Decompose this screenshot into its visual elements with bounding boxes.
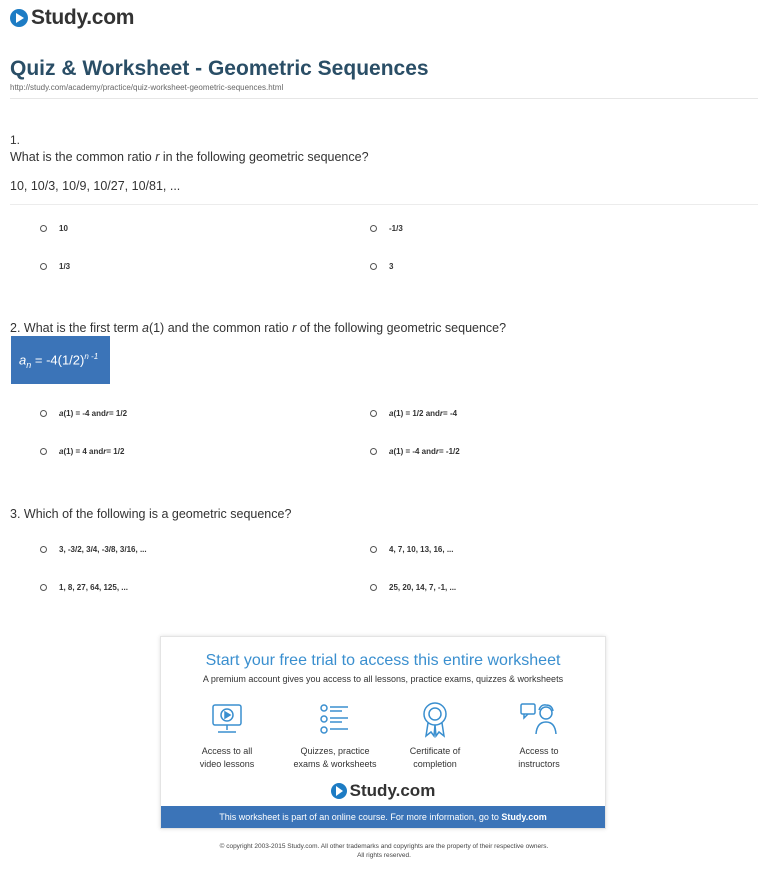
header-divider <box>10 98 758 99</box>
page-title: Quiz & Worksheet - Geometric Sequences <box>10 57 429 80</box>
page-url[interactable]: http://study.com/academy/practice/quiz-worksheet-geometric-sequences.html <box>10 83 284 92</box>
feature-label: Access to instructors <box>518 746 560 769</box>
free-trial-promo[interactable] <box>160 636 606 829</box>
q3-answer-b[interactable]: 4, 7, 10, 13, 16, ... <box>370 545 454 554</box>
feature-label: Access to all video lessons <box>199 746 255 769</box>
radio-button[interactable] <box>40 263 47 270</box>
radio-button[interactable] <box>40 546 47 553</box>
question-2-formula: $a_n = -4(1/2)^{n -1}$ <box>11 336 110 384</box>
radio-button[interactable] <box>40 225 47 232</box>
radio-button[interactable] <box>370 225 377 232</box>
question-1-divider <box>10 204 758 205</box>
q2-answer-d[interactable]: a (1) = -4 and r = -1/2 <box>370 447 460 456</box>
study-logo[interactable] <box>10 6 134 30</box>
question-1-sequence: 10, 10/3, 10/9, 10/27, 10/81, ... <box>10 179 181 193</box>
play-logo-icon <box>10 9 28 27</box>
q3-answer-d[interactable]: 25, 20, 14, 7, -1, ... <box>370 583 456 592</box>
feature-certificate <box>385 699 485 771</box>
promo-footer[interactable]: This worksheet is part of an online course. For more information, go to Study.com <box>161 806 605 828</box>
promo-title[interactable]: Start your free trial to access this entire worksheet <box>205 652 561 669</box>
radio-button[interactable] <box>40 410 47 417</box>
feature-video-lessons <box>177 699 277 771</box>
radio-button[interactable] <box>40 448 47 455</box>
radio-button[interactable] <box>370 410 377 417</box>
q2-answer-b[interactable]: a (1) = 1/2 and r = -4 <box>370 409 457 418</box>
question-1-text: What is the common ratio r in the following geometric sequence? <box>10 150 369 164</box>
play-logo-icon <box>331 783 347 799</box>
question-3-text: 3. Which of the following is a geometric sequence? <box>10 507 292 521</box>
q3-answer-a[interactable]: 3, -3/2, 3/4, -3/8, 3/16, ... <box>40 545 147 554</box>
study-link[interactable]: Study.com <box>501 812 547 822</box>
certificate-icon <box>418 700 452 738</box>
radio-button[interactable] <box>370 546 377 553</box>
q2-answer-c[interactable]: a (1) = 4 and r = 1/2 <box>40 447 124 456</box>
feature-instructors <box>489 699 589 771</box>
logo-text: Study.com <box>31 6 135 29</box>
q2-answer-a[interactable]: a (1) = -4 and r = 1/2 <box>40 409 127 418</box>
video-lesson-icon <box>210 702 244 736</box>
promo-study-logo[interactable] <box>161 781 605 801</box>
radio-button[interactable] <box>370 263 377 270</box>
radio-button[interactable] <box>370 584 377 591</box>
radio-button[interactable] <box>370 448 377 455</box>
q1-answer-a[interactable]: 10 <box>40 224 68 233</box>
q1-answer-b[interactable]: -1/3 <box>370 224 403 233</box>
copyright: © copyright 2003-2015 Study.com. All other trademarks and copyrights are the property of their respective owners. All rights reserved. <box>219 843 549 859</box>
feature-label: Quizzes, practice exams & worksheets <box>293 746 377 769</box>
promo-subtitle: A premium account gives you access to all lessons, practice exams, quizzes & worksheets <box>202 674 564 684</box>
q3-answer-c[interactable]: 1, 8, 27, 64, 125, ... <box>40 583 128 592</box>
question-2-text: 2. What is the first term a(1) and the common ratio r of the following geometric sequence? <box>10 321 507 335</box>
q1-answer-d[interactable]: 3 <box>370 262 393 271</box>
q1-answer-c[interactable]: 1/3 <box>40 262 70 271</box>
instructor-icon <box>519 701 559 737</box>
radio-button[interactable] <box>40 584 47 591</box>
quiz-list-icon <box>318 702 352 736</box>
feature-label: Certificate of completion <box>409 746 461 769</box>
question-1-number: 1. <box>10 133 21 147</box>
promo-logo-text: Study.com <box>349 781 436 800</box>
feature-quizzes <box>285 699 385 771</box>
